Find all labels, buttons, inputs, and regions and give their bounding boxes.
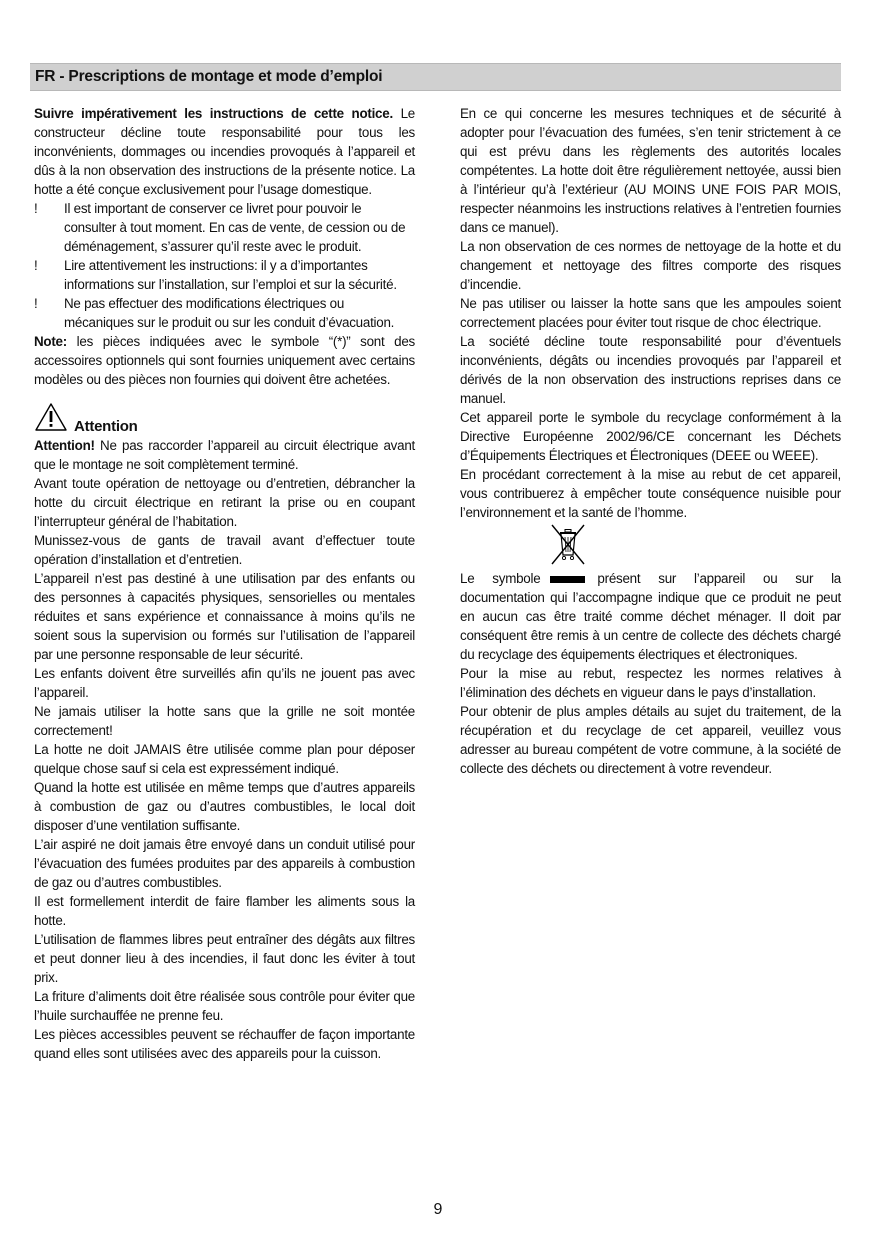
attention-paragraph <box>34 436 415 474</box>
exclamation-mark: ! <box>34 258 38 273</box>
paragraph: L’appareil n’est pas destiné à une utilisation par des enfants ou des personnes à capacités physiques, sensorielles ou mentales réduites et sans expérience et connaissance à moins qu’ils ne soient sous la supervision ou formés sur l’utilisation de l’appareil par une personne responsable de leur sécurité. <box>34 571 415 662</box>
symbol-after: présent sur l’appareil ou sur la documentation qui l’accompagne indique que ce produit ne peut en aucun cas être traité comme déchet ménager. Il doit par conséquent être remis à un centre de collecte des déchets chargé du recyclage des équipements électriques et électroniques. <box>460 571 841 662</box>
bullet-text: Ne pas effectuer des modifications électriques ou mécaniques sur le produit ou sur les conduit d’évacuation. <box>64 296 395 330</box>
bullet-item <box>34 199 415 256</box>
crossed-bin-icon <box>548 522 588 566</box>
section-header <box>30 63 841 91</box>
intro-text: Le constructeur décline toute responsabilité pour tous les inconvénients, dommages ou incendies provoqués à l’appareil et dûs à la non observation des instructions de la présente notice. La hotte a été conçue exclusivement pour l’usage domestique. <box>34 106 415 197</box>
note-paragraph <box>34 332 415 389</box>
bullet-text: Il est important de conserver ce livret pour pouvoir le consulter à tout moment. En cas de vente, de cession ou de déménagement, s’assurer qu’il reste avec le produit. <box>64 201 406 254</box>
paragraph: Quand la hotte est utilisée en même temps que d’autres appareils à combustion de gaz ou d’autres combustibles, le local doit disposer d’une ventilation suffisante. <box>34 780 415 833</box>
weee-symbol <box>460 522 841 569</box>
paragraph: La friture d’aliments doit être réalisée sous contrôle pour éviter que l’huile surchauffée ne prenne feu. <box>34 989 415 1023</box>
paragraph: L’utilisation de flammes libres peut entraîner des dégâts aux filtres et peut donner lieu à des incendies, il faut donc les éviter à tout prix. <box>34 932 415 985</box>
left-column <box>34 104 415 1063</box>
paragraph: La hotte ne doit JAMAIS être utilisée comme plan pour déposer quelque chose sauf si cela est expressément indiqué. <box>34 742 415 776</box>
attention-text: Ne pas raccorder l’appareil au circuit électrique avant que le montage ne soit complètement terminé. <box>34 438 415 472</box>
attention-heading <box>34 402 415 436</box>
symbol-paragraph <box>460 569 841 664</box>
note-text: les pièces indiquées avec le symbole “(*)” sont des accessoires optionnels qui sont fournies uniquement avec certains modèles ou des pièces non fournies qui doivent être achetées. <box>34 334 415 387</box>
attention-title: Attention <box>74 418 138 435</box>
exclamation-mark: ! <box>34 296 38 311</box>
paragraph: La société décline toute responsabilité pour d’éventuels inconvénients, dégâts ou incendies provoqués par l’appareil et dérivés de la non observation des instructions reprises dans ce manuel. <box>460 334 841 406</box>
paragraph: En ce qui concerne les mesures techniques et de sécurité à adopter pour l’évacuation des fumées, s’en tenir strictement à ce qui est prévu dans les règlements des autorités locales compétentes. La hotte doit être régulièrement nettoyée, aussi bien à l’intérieur qu’à l’extérieur (AU MOINS UNE FOIS PAR MOIS, respecter néanmoins les instructions relatives à l’entretien fournies dans ce manuel). <box>460 106 841 235</box>
black-bar-symbol <box>550 576 585 583</box>
intro-bold: Suivre impérativement les instructions de cette notice. <box>34 106 393 121</box>
attention-bold: Attention! <box>34 438 95 453</box>
intro-paragraph <box>34 104 415 199</box>
paragraph: Cet appareil porte le symbole du recyclage conformément à la Directive Européenne 2002/96/CE concernant les Déchets d’Équipements Électriques et Électroniques (DEEE ou WEEE). <box>460 410 841 463</box>
exclamation-mark: ! <box>34 201 38 216</box>
paragraph: Il est formellement interdit de faire flamber les aliments sous la hotte. <box>34 894 415 928</box>
paragraph: La non observation de ces normes de nettoyage de la hotte et du changement et nettoyage des filtres comporte des risques d’incendie. <box>460 239 841 292</box>
bullet-item <box>34 294 415 332</box>
paragraph: Pour la mise au rebut, respectez les normes relatives à l’élimination des déchets en vigueur dans le pays d’installation. <box>460 666 841 700</box>
symbol-before: Le symbole <box>460 571 541 586</box>
note-label: Note: <box>34 334 67 349</box>
right-column <box>460 104 841 778</box>
paragraph: En procédant correctement à la mise au rebut de cet appareil, vous contribuerez à empêcher toute conséquence nuisible pour l’environnement et la santé de l’homme. <box>460 467 841 520</box>
paragraph: Munissez-vous de gants de travail avant d’effectuer toute opération d’installation et d’entretien. <box>34 533 415 567</box>
paragraph: Avant toute opération de nettoyage ou d’entretien, débrancher la hotte du circuit électrique en retirant la prise ou en coupant l’interrupteur général de l’habitation. <box>34 476 415 529</box>
bullet-item <box>34 256 415 294</box>
paragraph: Ne pas utiliser ou laisser la hotte sans que les ampoules soient correctement placées pour éviter tout risque de choc électrique. <box>460 296 841 330</box>
section-title: FR - Prescriptions de montage et mode d’emploi <box>35 68 383 85</box>
paragraph: L’air aspiré ne doit jamais être envoyé dans un conduit utilisé pour l’évacuation des fumées produites par des appareils à combustion de gaz ou d’autres combustibles. <box>34 837 415 890</box>
warning-triangle-icon <box>34 402 68 432</box>
paragraph: Les enfants doivent être surveillés afin qu’ils ne jouent pas avec l’appareil. <box>34 666 415 700</box>
paragraph: Pour obtenir de plus amples détails au sujet du traitement, de la récupération et du recyclage de cet appareil, veuillez vous adresser au bureau compétent de votre commune, à la société de collecte des déchets ou directement à votre revendeur. <box>460 704 841 776</box>
paragraph: Les pièces accessibles peuvent se réchauffer de façon importante quand elles sont utilisées avec des appareils pour la cuisson. <box>34 1027 415 1061</box>
bullet-text: Lire attentivement les instructions: il y a d’importantes informations sur l’installation, sur l’emploi et sur la sécurité. <box>64 258 397 292</box>
paragraph: Ne jamais utiliser la hotte sans que la grille ne soit montée correctement! <box>34 704 415 738</box>
page-number: 9 <box>433 1201 443 1218</box>
